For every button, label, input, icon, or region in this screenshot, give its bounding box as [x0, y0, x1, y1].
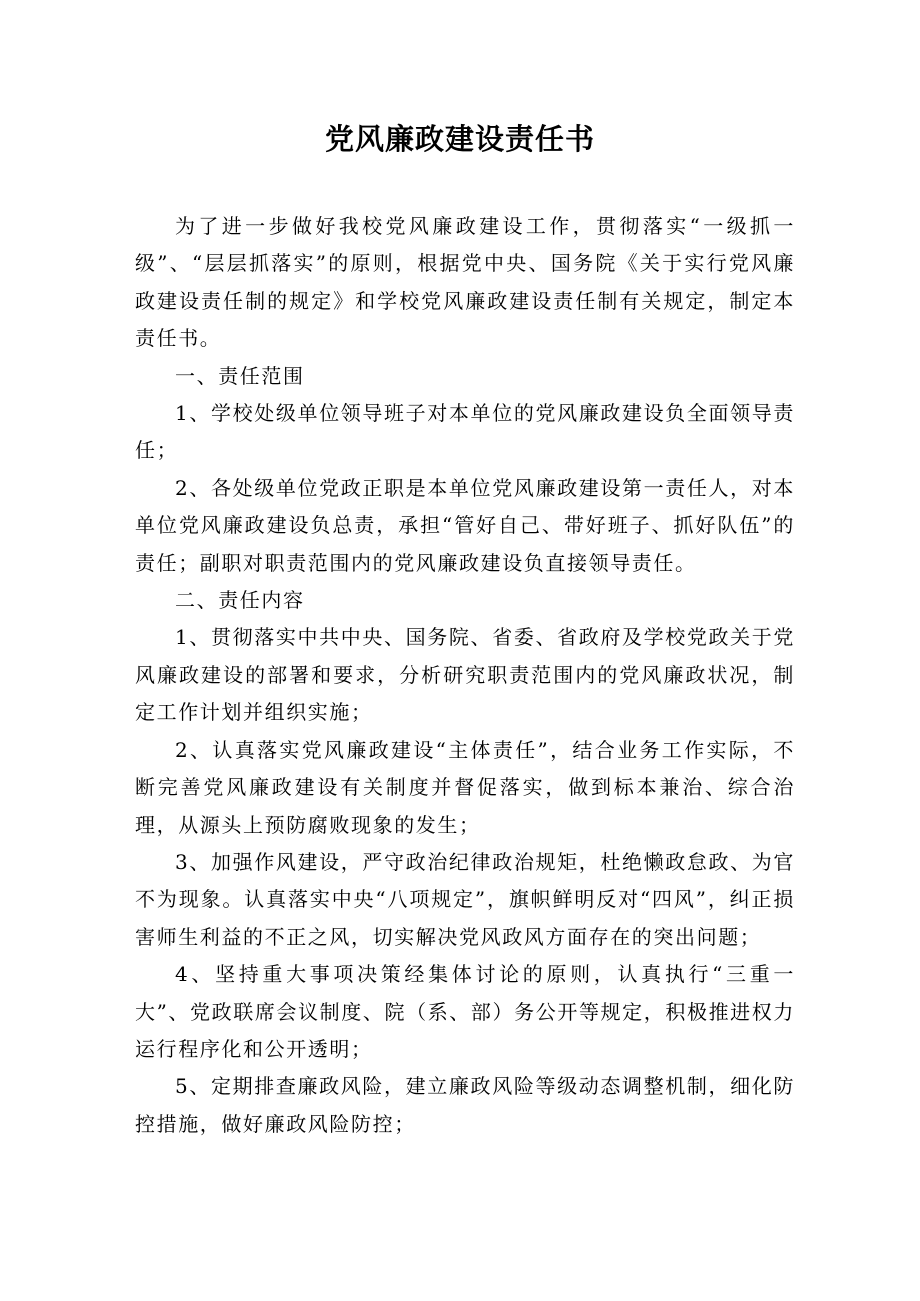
- paragraph-content-1: 1、贯彻落实中共中央、国务院、省委、省政府及学校党政关于党风廉政建设的部署和要求，分析研究职责范围内的党风廉政状况，制定工作计划并组织实施；: [135, 625, 795, 725]
- paragraph-scope-1: 1、学校处级单位领导班子对本单位的党风廉政建设负全面领导责任；: [135, 401, 795, 463]
- paragraph-content-4: 4、坚持重大事项决策经集体讨论的原则，认真执行“三重一大”、党政联席会议制度、院（系、部）务公开等规定，积极推进权力运行程序化和公开透明；: [135, 962, 795, 1061]
- section-heading-scope: 一、责任范围: [175, 363, 305, 388]
- paragraph-content-5: 5、定期排查廉政风险，建立廉政风险等级动态调整机制，细化防控措施，做好廉政风险防控；: [135, 1074, 795, 1136]
- paragraph-scope-2: 2、各处级单位党政正职是本单位党风廉政建设第一责任人，对本单位党风廉政建设负总责，承担“管好自己、带好班子、抓好队伍”的责任；副职对职责范围内的党风廉政建设负直接领导责任。: [135, 475, 795, 575]
- paragraph-intro: 为了进一步做好我校党风廉政建设工作，贯彻落实“一级抓一级”、“层层抓落实”的原则，根据党中央、国务院《关于实行党风廉政建设责任制的规定》和学校党风廉政建设责任制有关规定，制定本责任书。: [135, 214, 795, 351]
- paragraph-content-2: 2、认真落实党风廉政建设“主体责任”，结合业务工作实际，不断完善党风廉政建设有关制度并督促落实，做到标本兼治、综合治理，从源头上预防腐败现象的发生；: [135, 737, 795, 837]
- section-heading-content: 二、责任内容: [175, 588, 305, 613]
- document-body: [135, 208, 795, 1143]
- paragraph-content-3: 3、加强作风建设，严守政治纪律政治规矩，杜绝懒政怠政、为官不为现象。认真落实中央“八项规定”，旗帜鲜明反对“四风”，纠正损害师生利益的不正之风，切实解决党风政风方面存在的突出问题；: [135, 849, 795, 949]
- document-title: 党风廉政建设责任书: [324, 122, 595, 156]
